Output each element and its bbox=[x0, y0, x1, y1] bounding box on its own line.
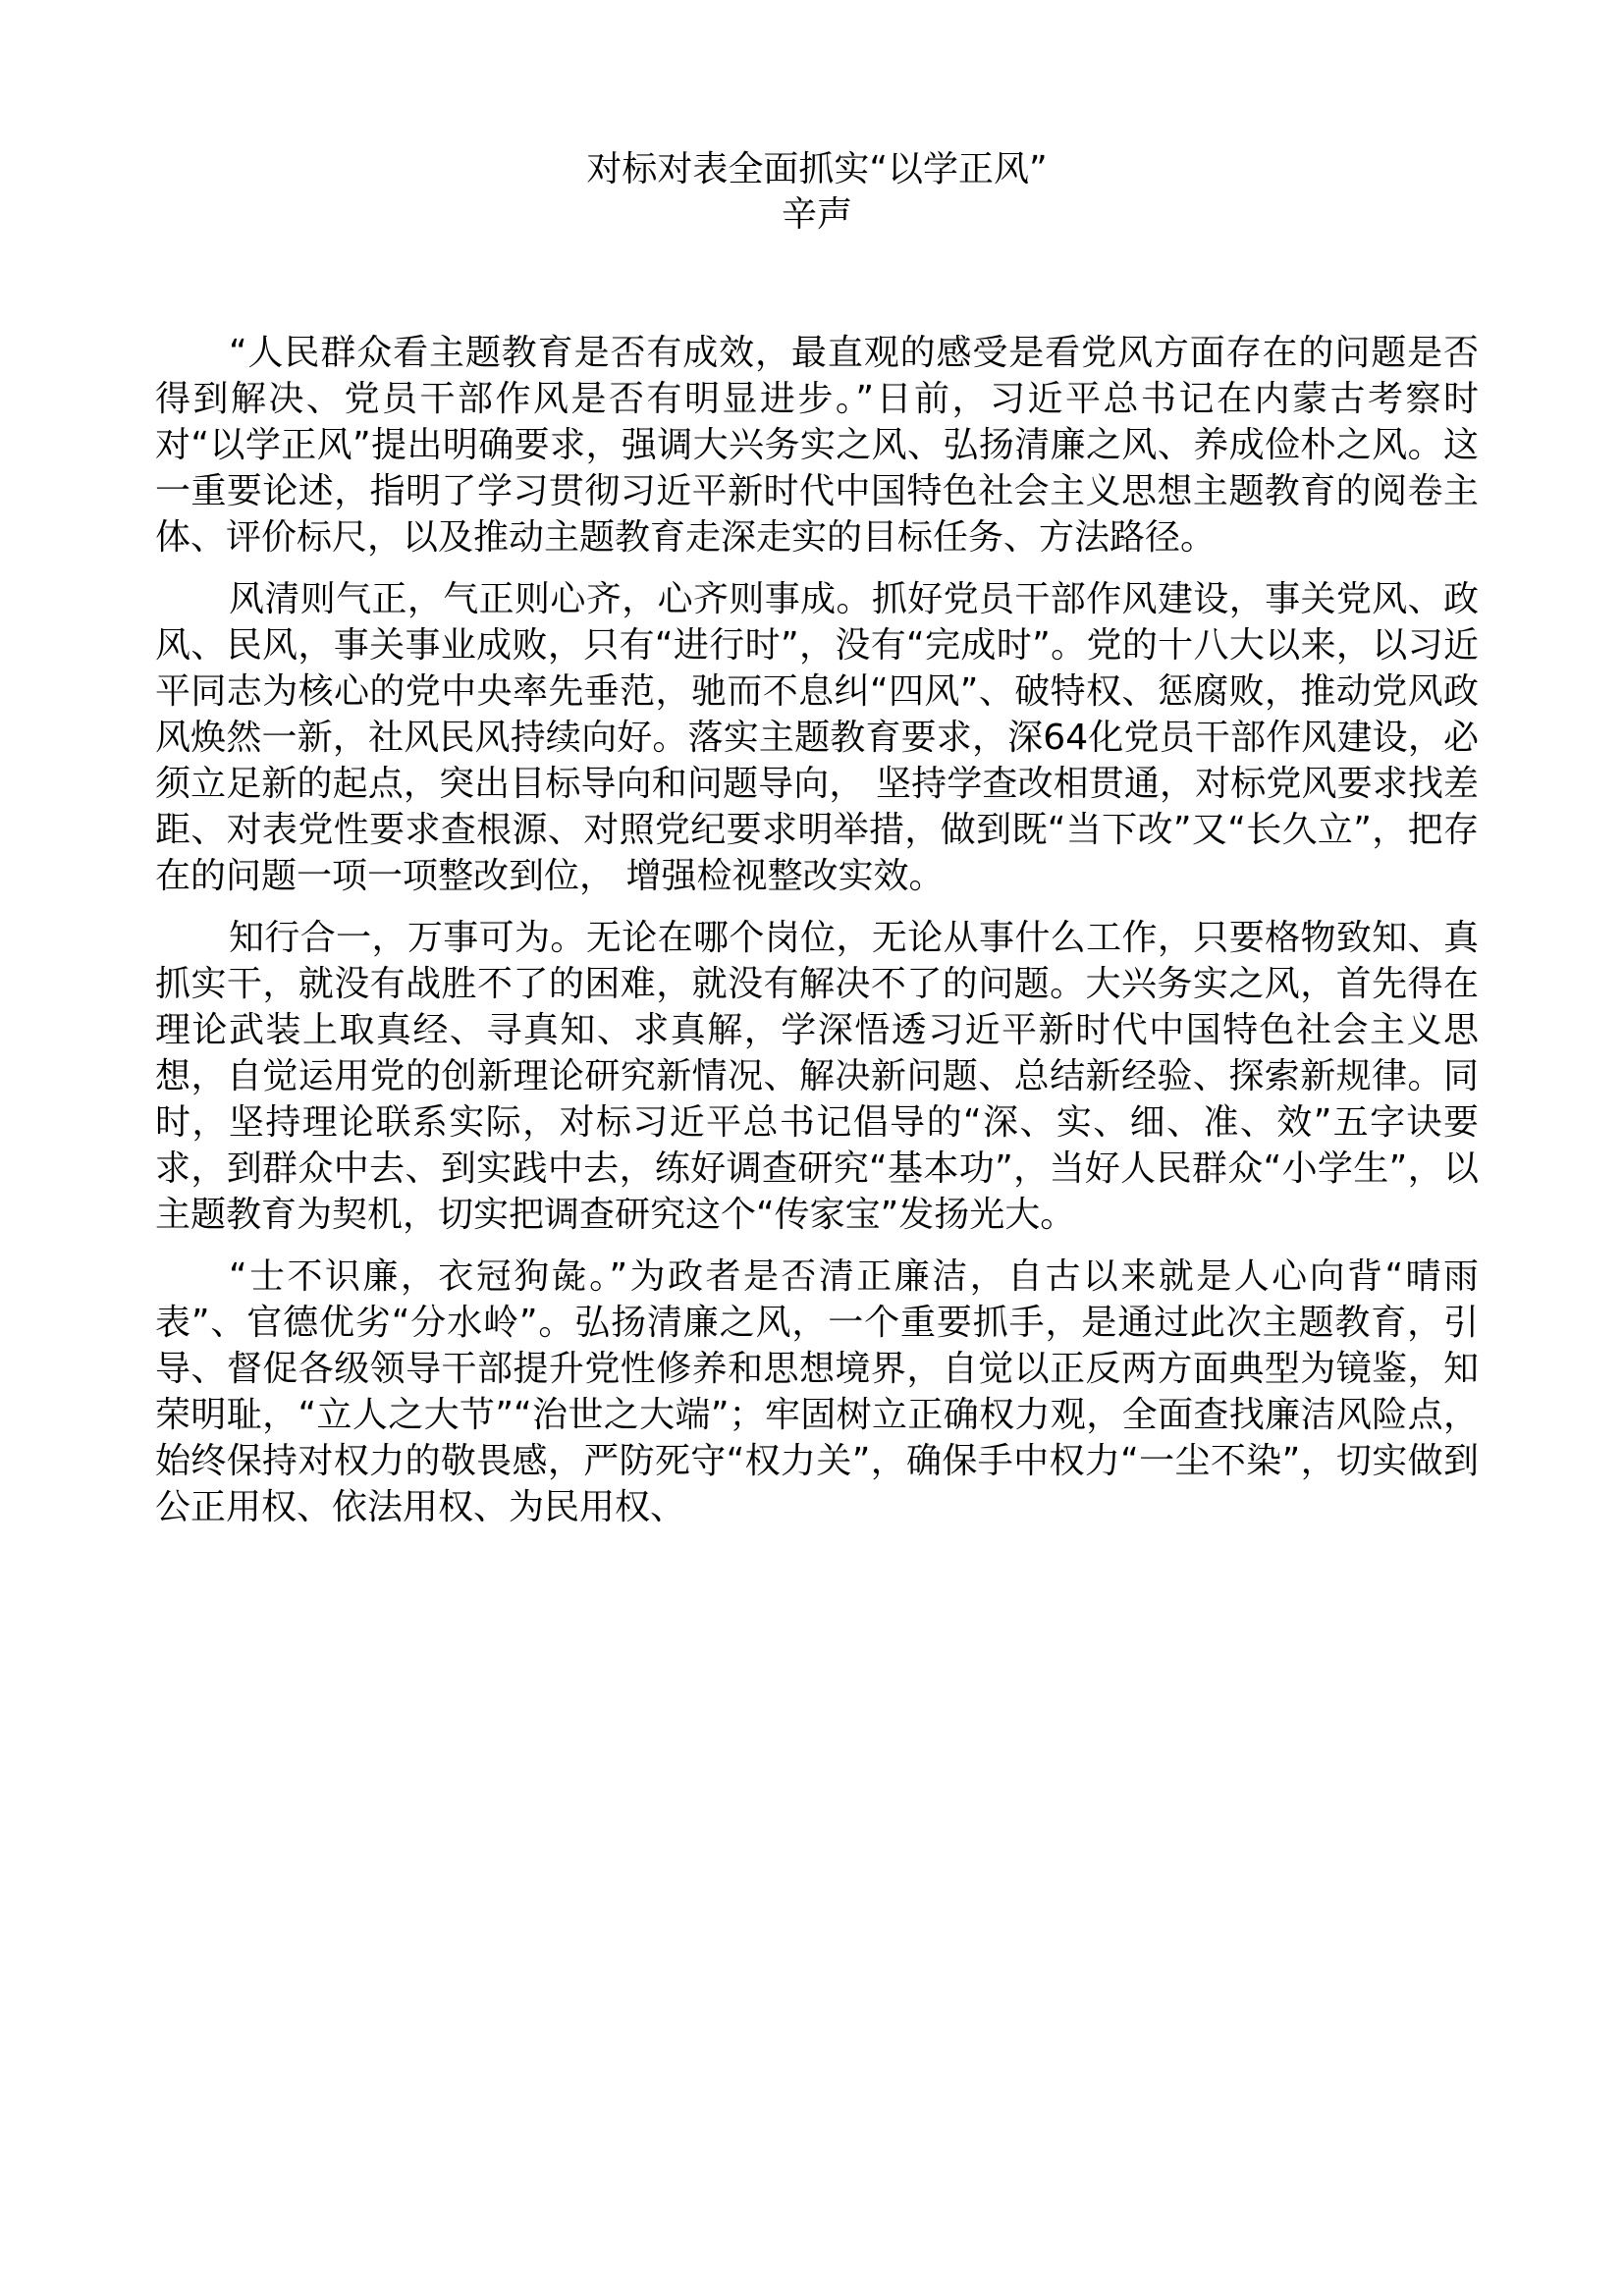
title-block bbox=[155, 147, 1479, 238]
paragraph-3: 知行合一，万事可为。无论在哪个岗位，无论从事什么工作，只要格物致知、真抓实干，就没有战胜不了的困难，就没有解决不了的问题。大兴务实之风，首先得在理论武装上取真经、寻真知、求真解，学深悟透习近平新时代中国特色社会主义思想，自觉运用党的创新理论研究新情况、解决新问题、总结新经验、探索新规律。同时，坚持理论联系实际，对标习近平总书记倡导的“深、实、细、准、效”五字诀要求，到群众中去、到实践中去，练好调查研究“基本功”，当好人民群众“小学生”，以主题教育为契机，切实把调查研究这个“传家宝”发扬光大。 bbox=[155, 918, 1479, 1235]
paragraph-4: “士不识廉，衣冠狗彘。”为政者是否清正廉洁，自古以来就是人心向背“晴雨表”、官德优劣“分水岭”。弘扬清廉之风，一个重要抓手，是通过此次主题教育，引导、督促各级领导干部提升党性修养和思想境界，自觉以正反两方面典型为镜鉴，知荣明耻，“立人之大节”“治世之大端”；牢固树立正确权力观，全面查找廉洁风险点，始终保持对权力的敬畏感，严防死守“权力关”，确保手中权力“一尘不染”，切实做到公正用权、依法用权、为民用权、 bbox=[155, 1256, 1479, 1527]
document-body bbox=[155, 330, 1479, 1530]
document-title: 对标对表全面抓实“以学正风” bbox=[586, 149, 1048, 189]
paragraph-1: “人民群众看主题教育是否有成效，最直观的感受是看党风方面存在的问题是否得到解决、党员干部作风是否有明显进步。”日前，习近平总书记在内蒙古考察时对“以学正风”提出明确要求，强调大兴务实之风、弘扬清廉之风、养成俭朴之风。这一重要论述，指明了学习贯彻习近平新时代中国特色社会主义思想主题教育的阅卷主体、评价标尺，以及推动主题教育走深走实的目标任务、方法路径。 bbox=[155, 333, 1479, 558]
document-author: 辛声 bbox=[781, 194, 852, 235]
paragraph-2: 风清则气正，气正则心齐，心齐则事成。抓好党员干部作风建设，事关党风、政风、民风，事关事业成败，只有“进行时”，没有“完成时”。党的十八大以来，以习近平同志为核心的党中央率先垂范，驰而不息纠“四风”、破特权、惩腐败，推动党风政风焕然一新，社风民风持续向好。落实主题教育要求，深64化党员干部作风建设，必须立足新的起点，突出目标导向和问题导向， 坚持学查改相贯通，对标党风要求找差距、对表党性要求查根源、对照党纪要求明举措，做到既“当下改”又“长久立”，把存在的问题一项一项整改到位， 增强检视整改实效。 bbox=[155, 579, 1479, 896]
